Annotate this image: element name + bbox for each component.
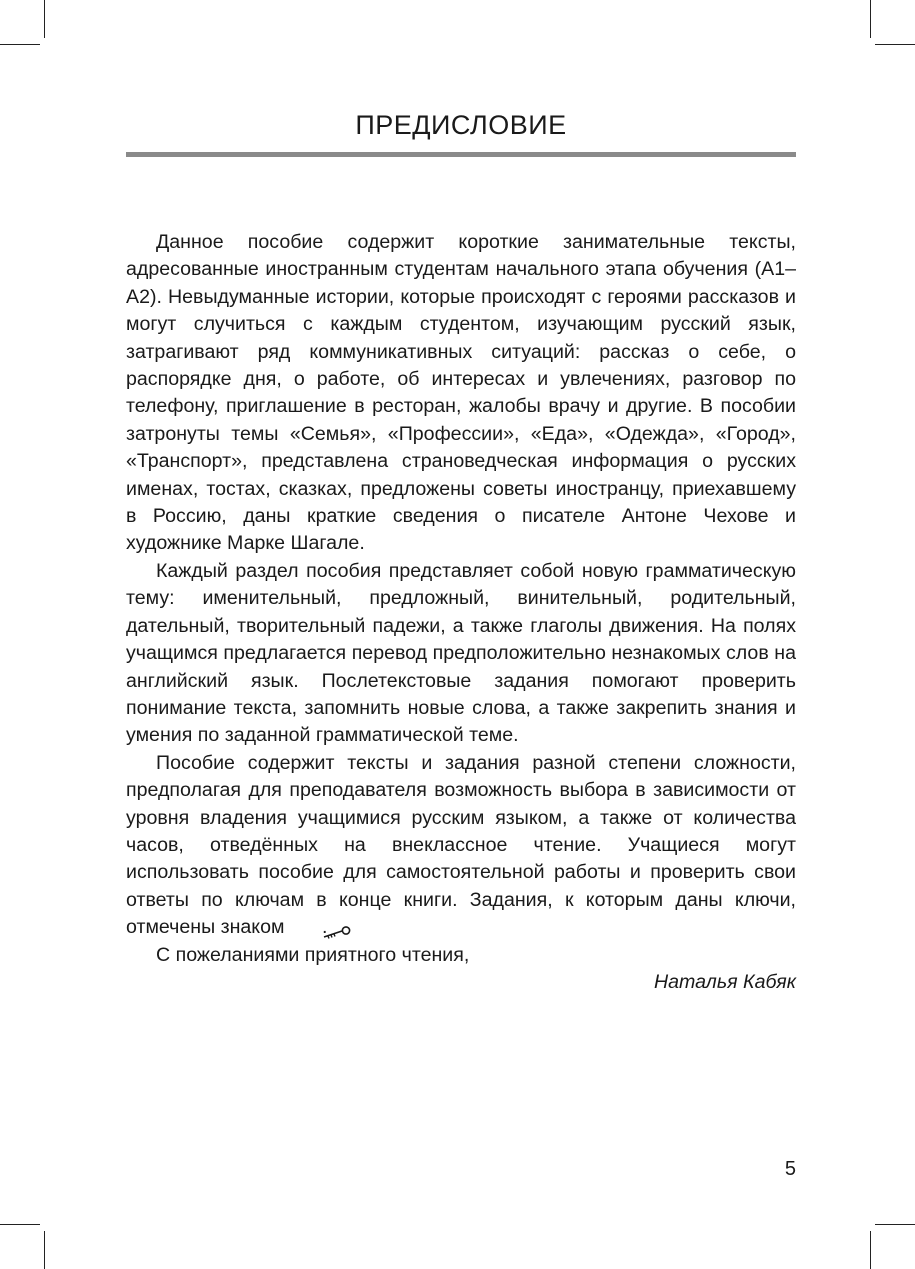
page-number: 5 (784, 1158, 796, 1180)
crop-mark-bottom-left-vertical (44, 1231, 45, 1269)
crop-mark-top-left-vertical (44, 0, 45, 38)
paragraph-3-end: . (321, 916, 328, 939)
crop-mark-bottom-right-vertical (870, 1231, 871, 1269)
crop-mark-top-right-horizontal (875, 44, 915, 45)
crop-mark-bottom-right-horizontal (875, 1224, 915, 1225)
paragraph-3 (126, 750, 796, 942)
paragraph-2: Каждый раздел пособия представляет собой новую грамматическую тему: именительный, предложный, винительный, родительный, дательный, творительный падежи, а также глаголы движения. На полях учащимся предлагается перевод предположительно незнакомых слов на английский язык. Послетекстовые задания помогают проверить понимание текста, запомнить новые слова, а также закрепить знания и умения по заданной грамматической теме. (126, 559, 796, 747)
key-icon (292, 921, 322, 935)
crop-mark-bottom-left-horizontal (0, 1224, 40, 1225)
crop-mark-top-left-horizontal (0, 44, 40, 45)
page-title: ПРЕДИСЛОВИЕ (355, 110, 567, 140)
paragraph-1: Данное пособие содержит короткие занимательные тексты, адресованные иностранным студентам начального этапа обучения (А1–А2). Невыдуманные истории, которые происходят с героями рассказов и могут случиться с каждым студентом, изучающим русский язык, затрагивают ряд коммуникативных ситуаций: рассказ о себе, о распорядке дня, о работе, об интересах и увлечениях, разговор по телефону, приглашение в ресторан, жалобы врачу и другие. В пособии затронуты темы «Семья», «Профессии», «Еда», «Одежда», «Город», «Транспорт», представлена страноведческая информация о русских именах, тостах, сказках, предложены советы иностранцу, приехавшему в Россию, даны краткие сведения о писателе Антоне Чехове и художнике Марке Шагале. (126, 231, 796, 555)
author-signature: Наталья Кабяк (653, 970, 796, 993)
paragraph-3-text: Пособие содержит тексты и задания разной степени сложности, предполагая для преподавателя возможность выбора в зависимости от уровня владения учащимися русским языком, а также от количества часов, отведённых на внеклассное чтение. Учащиеся могут использовать пособие для самостоятельной работы и проверить свои ответы по ключам в конце книги. Задания, к которым даны ключи, отмечены знаком (126, 751, 796, 939)
title-underline (126, 152, 796, 157)
crop-mark-top-right-vertical (870, 0, 871, 38)
paragraph-4: С пожеланиями приятного чтения, (156, 943, 470, 966)
preface-body (126, 229, 796, 996)
